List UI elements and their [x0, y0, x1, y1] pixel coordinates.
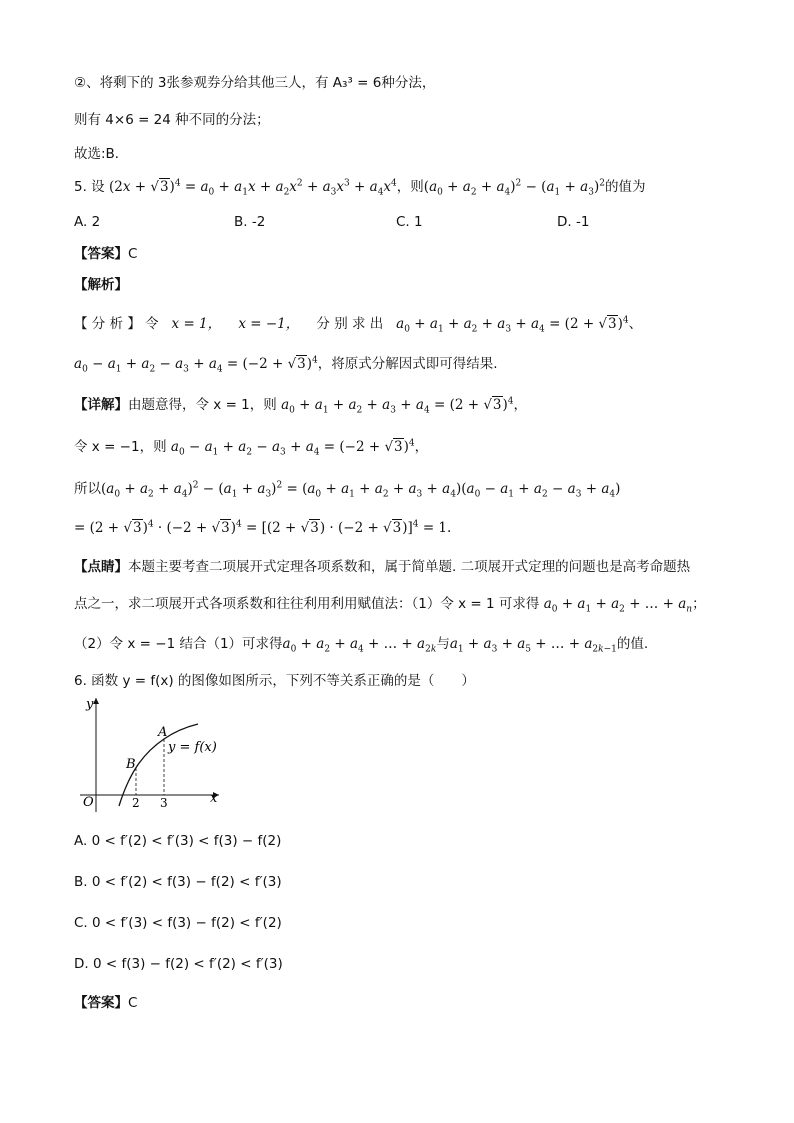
point-a-label: A: [158, 725, 168, 740]
option-5a: A. 2: [74, 214, 101, 230]
tick-3-label: 3: [160, 796, 168, 810]
analysis-line-2: $a_0 - a_1 + a_2 - a_3 + a_4 = (-2 + √3)^4$，将原式分解因式即可得结果.: [74, 355, 498, 375]
curve-label: y = f(x): [168, 740, 217, 755]
analysis-heading: 【解析】: [74, 277, 128, 293]
tick-2-label: 2: [132, 796, 140, 810]
analysis-line-1: 【 分 析 】 令 x = 1， x = −1， 分 别 求 出 $a_0 + a_1 + a_2 + a_3 + a_4 = (2 + √3)^4$、: [74, 315, 643, 335]
option-5b: B. -2: [234, 214, 266, 230]
detail-line-4: = $(2 + √3)^4 \cdot (-2 + √3)^4 = [(2 + √3) \cdot (-2 + √3)]^4 = 1$.: [74, 519, 452, 536]
detail-line-3: 所以$(a_0 + a_2 + a_4)^2 - (a_1 + a_3)^2 = (a_0 + a_1 + a_2 + a_3 + a_4)(a_0 - a_1 + a_2 - a_3 + a_4)$: [74, 480, 621, 500]
origin-label: O: [83, 795, 94, 810]
solution-line-2: 则有 4×6 = 24 种不同的分法；: [74, 112, 270, 128]
option-6a: A. 0 < f′(2) < f′(3) < f(3) − f(2): [74, 833, 282, 849]
solution-line-1: ②、将剩下的 3张参观券分给其他三人，有 A₃³ = 6种分法，: [74, 75, 436, 91]
graph-svg: [74, 694, 244, 814]
comment-line-2: 点之一，求二项展开式各项系数和往往利用利用赋值法：（1）令 x = 1 可求得 $a_0 + a_1 + a_2$ + … + $a_n$；: [74, 596, 706, 615]
question-5: 5. 设 $(2x + √3)^4 = a_0 + a_1x + a_2x^2 + a_3x^3 + a_4x^4$，则$(a_0 + a_2 + a_4)^2 - (a_1 + a_3)^2$的值为: [74, 178, 646, 198]
option-6c: C. 0 < f′(3) < f(3) − f(2) < f′(2): [74, 915, 282, 931]
option-6d: D. 0 < f(3) − f(2) < f′(2) < f′(3): [74, 956, 283, 972]
detail-line-1: 【详解】由题意得，令 x = 1，则 $a_0 + a_1 + a_2 + a_3 + a_4 = (2 + √3)^4$，: [74, 396, 528, 416]
function-graph: [74, 694, 244, 818]
point-b-label: B: [126, 757, 136, 772]
option-5d: D. -1: [557, 214, 590, 230]
comment-line-1: 【点睛】本题主要考查二项展开式定理各项系数和，属于简单题. 二项展开式定理的问题也是高考命题热: [74, 559, 691, 575]
option-5c: C. 1: [396, 214, 423, 230]
comment-line-3: （2）令 x = −1 结合（1）可求得$a_0 + a_2 + a_4$ + … + $a_{2k}$与$a_1 + a_3 + a_5$ + … + $a_{2k-1}$的值.: [74, 636, 649, 655]
x-label: x: [210, 791, 218, 806]
answer-5: 【答案】C: [74, 246, 138, 262]
detail-line-2: 令 x = −1，则 $a_0 - a_1 + a_2 - a_3 + a_4 = (-2 + √3)^4$，: [74, 438, 429, 458]
question-6: 6. 函数 y = f(x) 的图像如图所示，下列不等关系正确的是（ ）: [74, 673, 475, 689]
y-label: y: [86, 697, 94, 712]
option-6b: B. 0 < f′(2) < f(3) − f(2) < f′(3): [74, 874, 282, 890]
answer-6: 【答案】C: [74, 995, 138, 1011]
solution-line-3: 故选:B．: [74, 146, 129, 162]
